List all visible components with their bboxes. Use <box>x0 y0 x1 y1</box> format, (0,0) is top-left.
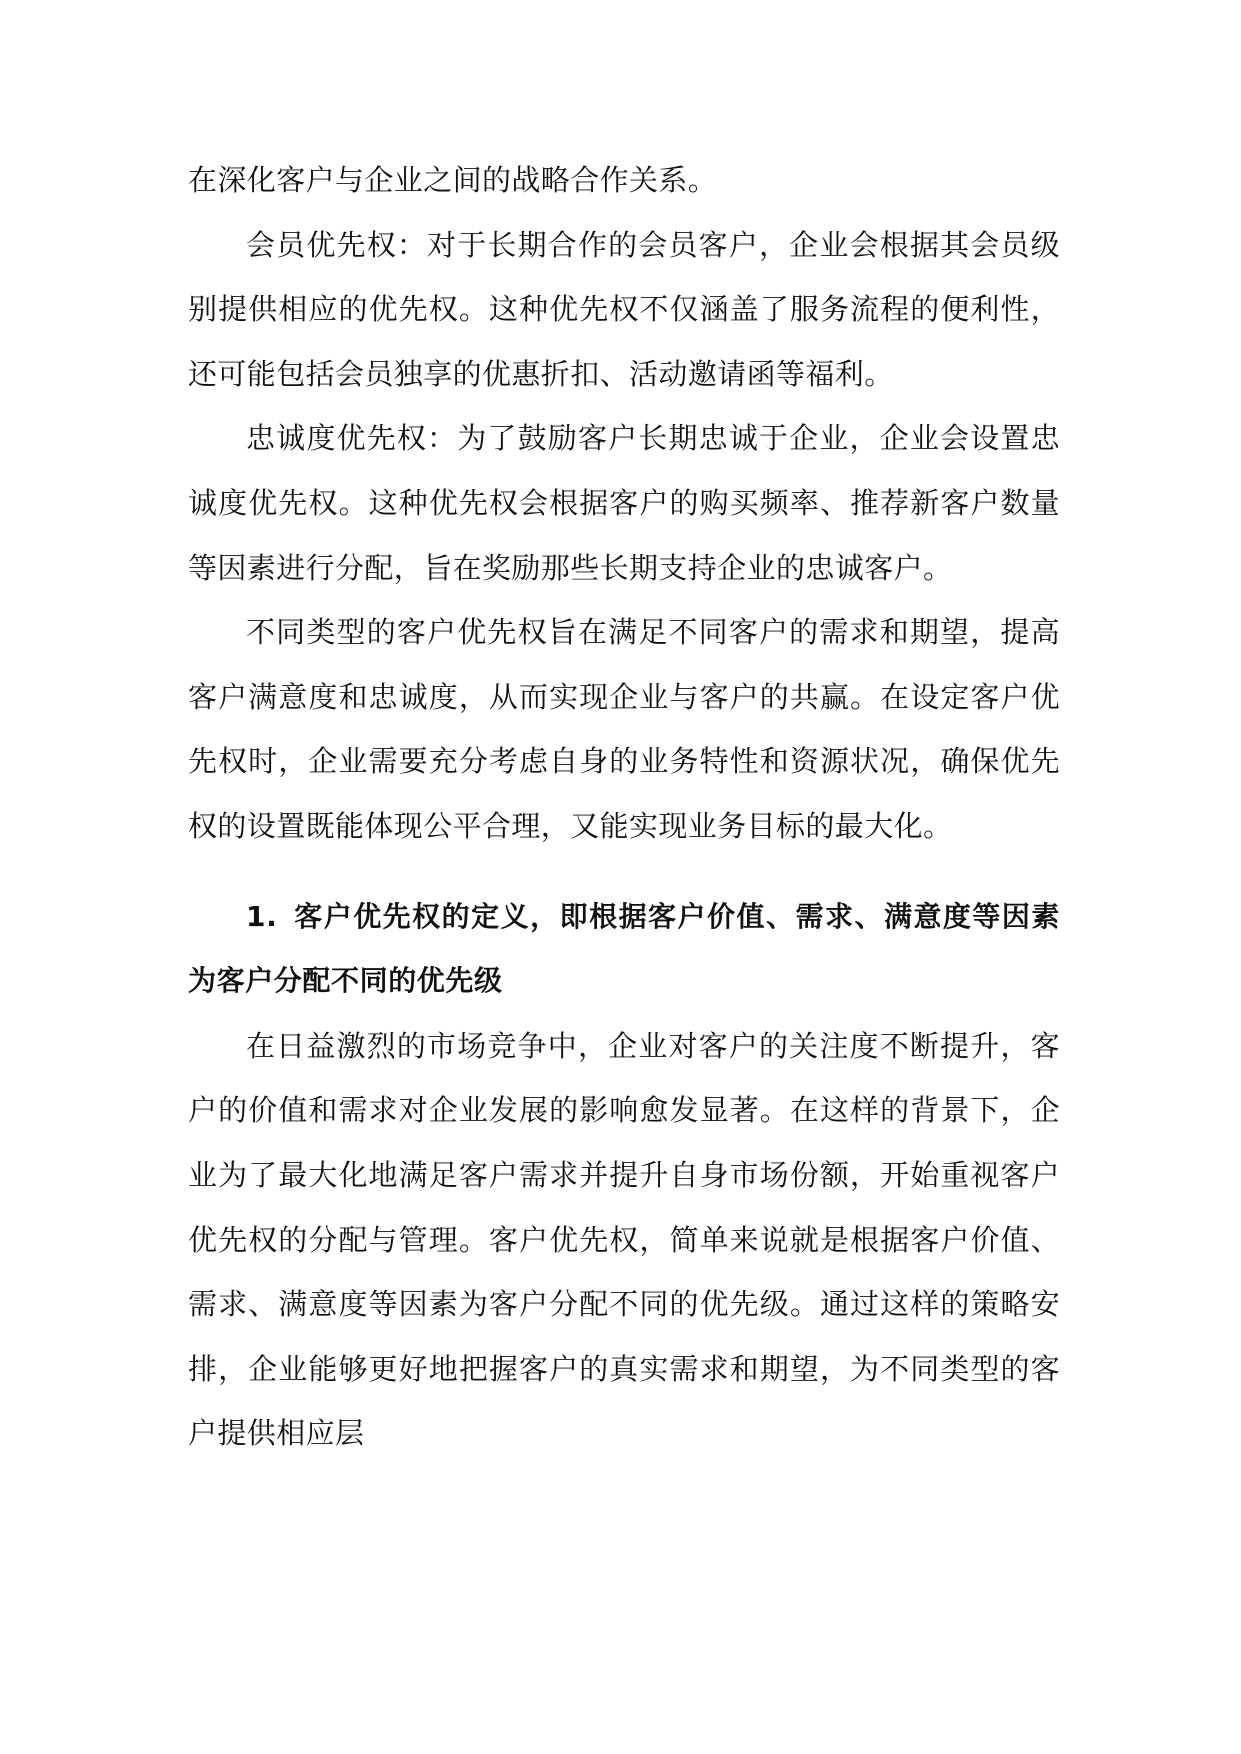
paragraph-member-priority: 会员优先权：对于长期合作的会员客户，企业会根据其会员级别提供相应的优先权。这种优先权不仅涵盖了服务流程的便利性，还可能包括会员独享的优惠折扣、活动邀请函等福利。 <box>188 227 1060 391</box>
paragraph-continuation: 在深化客户与企业之间的战略合作关系。 <box>188 163 718 197</box>
section-heading-number: 1. <box>246 899 278 933</box>
paragraph-loyalty-priority: 忠诚度优先权：为了鼓励客户长期忠诚于企业，企业会设置忠诚度优先权。这种优先权会根据客户的购买频率、推荐新客户数量等因素进行分配，旨在奖励那些长期支持企业的忠诚客户。 <box>188 421 1060 585</box>
section-heading-text: 客户优先权的定义，即根据客户价值、需求、满意度等因素为客户分配不同的优先级 <box>188 899 1060 998</box>
paragraph-definition: 在日益激烈的市场竞争中，企业对客户的关注度不断提升，客户的价值和需求对企业发展的影响愈发显著。在这样的背景下，企业为了最大化地满足客户需求并提升自身市场份额，开始重视客户优先权的分配与管理。客户优先权，简单来说就是根据客户价值、需求、满意度等因素为客户分配不同的优先级。通过这样的策略安排，企业能够更好地把握客户的真实需求和期望，为不同类型的客户提供相应层 <box>188 1028 1060 1451</box>
document-body <box>188 148 1060 1466</box>
section-heading <box>188 885 1060 1014</box>
paragraph-priority-summary: 不同类型的客户优先权旨在满足不同客户的需求和期望，提高客户满意度和忠诚度，从而实现企业与客户的共赢。在设定客户优先权时，企业需要充分考虑自身的业务特性和资源状况，确保优先权的设置既能体现公平合理，又能实现业务目标的最大化。 <box>188 615 1060 843</box>
